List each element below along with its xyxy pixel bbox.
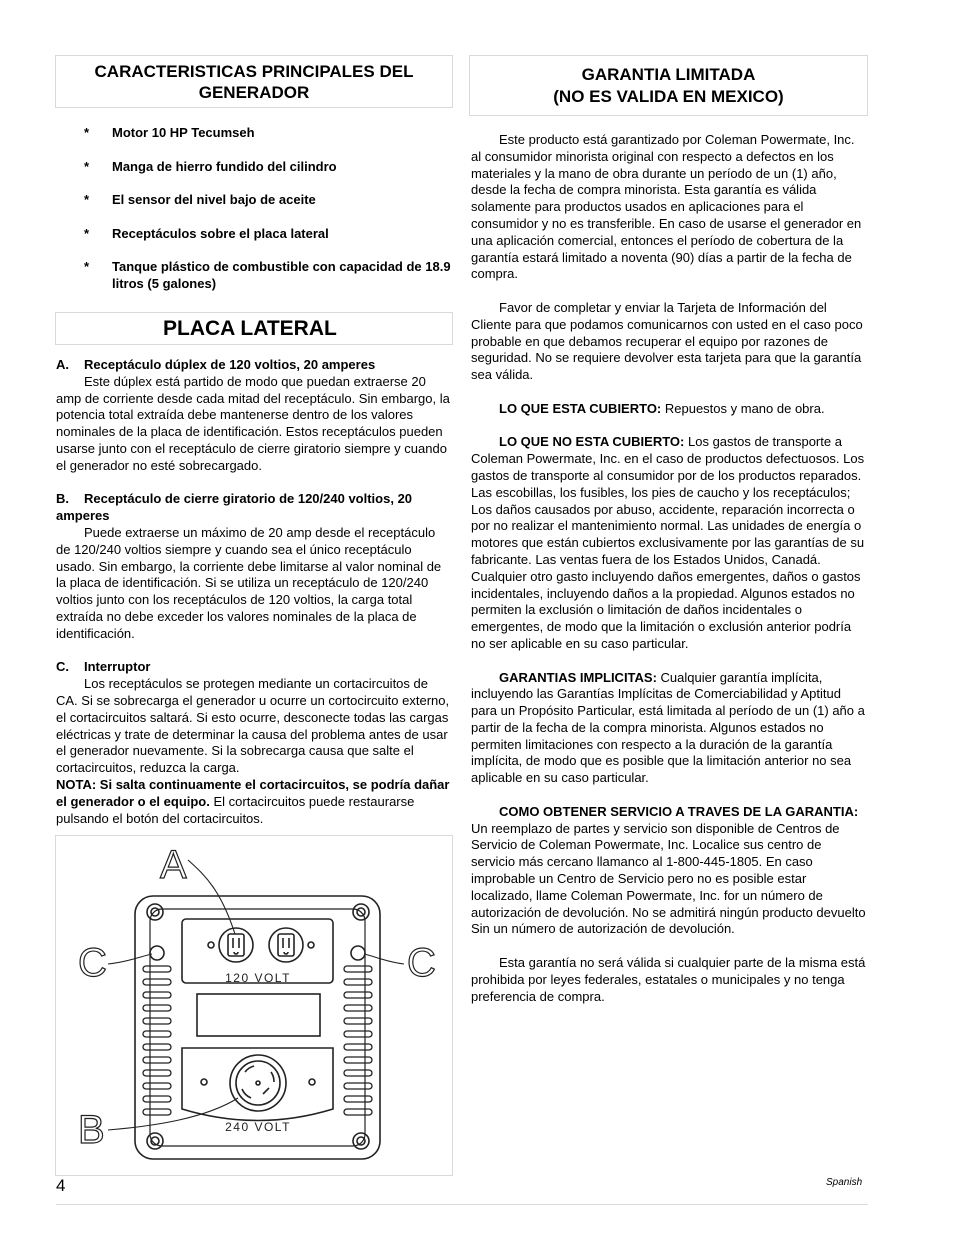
callout-a: A — [160, 843, 187, 887]
plate-screw-icon — [208, 942, 214, 948]
warranty-paragraph: Esta garantía no será válida si cualquier parte de la misma está prohibida por leyes federales, estatales o municipales y no tenga preferencia de compra. — [471, 955, 866, 1004]
vent-slots-left — [143, 966, 171, 1115]
vent-slot — [143, 1083, 171, 1089]
vent-slot — [143, 992, 171, 998]
vent-slot — [344, 979, 372, 985]
panel-drawing — [56, 836, 454, 1177]
corner-screw-icon — [147, 1133, 163, 1149]
callout-c-left: C — [78, 941, 107, 985]
placa-lateral-text — [56, 357, 453, 827]
plate-screw-icon — [309, 1079, 315, 1085]
vent-slot — [344, 1070, 372, 1076]
features-list — [84, 124, 454, 309]
section-a-body: Este dúplex está partido de modo que puedan extraerse 20 amp de corriente desde cada mitad del receptáculo. Sin embargo, la potencia total extraída debe mantenerse dentro de los valores nominales de la placa de identificación. Estos receptáculos pueden usarse junto con el receptáculo de cierre giratorio siempre y cuando el generador no esté sobrecargado. — [56, 373, 450, 473]
vent-slot — [143, 979, 171, 985]
service-paragraph: COMO OBTENER SERVICIO A TRAVES DE LA GARANTIA: Un reemplazo de partes y servicio son disponible de Centros de Servicio de Coleman Powermate, Inc. Localice sus centro de servicio más cercano llamanco al 1-800-445-1805. En caso improbable un Centro de Servicio pero no es posible estar localizado, llame Coleman Powermate, Inc. for un número de autorización de devolución. No se admitirá ningún producto devuelto Sin un número de autorización de devolución. — [471, 803, 866, 937]
vent-slot — [143, 966, 171, 972]
breaker-button-left-icon — [150, 946, 164, 960]
vent-slot — [344, 1057, 372, 1063]
vent-slot — [344, 1109, 372, 1115]
vent-slot — [344, 1096, 372, 1102]
page-number: 4 — [56, 1176, 66, 1195]
vent-slots-right — [344, 966, 372, 1115]
callout-b: B — [78, 1108, 105, 1152]
section-b-title: B. Receptáculo de cierre giratorio de 120/240 voltios, 20 amperes — [56, 491, 413, 524]
vent-slot — [143, 1044, 171, 1050]
list-item: * Tanque plástico de combustible con capacidad de 18.9 litros (5 galones) — [84, 259, 451, 291]
covered-paragraph: LO QUE ESTA CUBIERTO: Repuestos y mano de obra. — [499, 400, 825, 416]
section-b-body: Puede extraerse un máximo de 20 amp desde el receptáculo de 120/240 voltios siempre y cuando sea el único receptáculo usado. Sin embargo, la corriente debe limitarse al valor nominal de la placa de identificación. Si se utiliza un receptáculo de 120/240 voltios junto con los receptáculos de 120 voltios, la carga total extraída no debe exceder los valores nominales de la placa de identificación. — [56, 524, 442, 641]
features-header: CARACTERISTICAS PRINCIPALES DEL GENERADOR — [55, 55, 453, 108]
breaker-button-right-icon — [351, 946, 365, 960]
vent-slot — [344, 966, 372, 972]
label-120-volt: 120 VOLT — [225, 971, 291, 985]
section-c-note: NOTA: Si salta continuamente el cortacircuitos, se podría dañar el generador o el equipo. — [56, 776, 450, 809]
footer-divider — [56, 1204, 868, 1205]
warranty-paragraph: Favor de completar y enviar la Tarjeta de Información del Cliente para que podamos comunicarnos con usted en el caso poco probable en que debamos recuperar el equipo por razones de seguridad. No se requiere devolver esta tarjeta para que la garantía sea válida. — [471, 299, 863, 383]
vent-slot — [143, 1057, 171, 1063]
vent-slot — [143, 1031, 171, 1037]
vent-slot — [143, 1070, 171, 1076]
warranty-text — [471, 132, 867, 1005]
leader-line-b — [108, 1098, 238, 1130]
vent-slot — [143, 1005, 171, 1011]
plate-screw-icon — [308, 942, 314, 948]
section-a-title: A. Receptáculo dúplex de 120 voltios, 20 amperes — [56, 357, 376, 372]
corner-screw-icon — [353, 1133, 369, 1149]
list-item: * Motor 10 HP Tecumseh — [84, 125, 255, 140]
list-item: * Receptáculos sobre el placa lateral — [84, 225, 329, 241]
vent-slot — [143, 1096, 171, 1102]
leader-line-c-left — [108, 954, 152, 964]
section-c-body: Los receptáculos se protegen mediante un cortacircuitos de CA. Si se sobrecarga el generador u ocurre un cortocircuito externo, el cortacircuitos saltará. Si esto ocurre, desconecte todas las cargas eléctricas y trate de determinar la causa del problema antes de usar el generador nuevamente. Si la sobrecarga causa que salte el cortacircuitos, reduzca la carga. NOTA: Si salta continuamente el cortacircuitos, se podría dañar el generador o el equipo. El cortacircuitos puede restaurarse pulsando el botón del cortacircuitos. — [56, 676, 450, 826]
leader-line-c-right — [364, 954, 404, 964]
vent-slot — [143, 1109, 171, 1115]
section-c-title: C. Interruptor — [56, 659, 151, 675]
side-panel-diagram — [55, 835, 453, 1176]
placa-lateral-header: PLACA LATERAL — [55, 312, 453, 345]
implied-warranty-paragraph: GARANTIAS IMPLICITAS: Cualquier garantía implícita, incluyendo las Garantías Implícitas de Comerciabilidad y Aptitud para un Propósito Particular, está limitada al período de un (1) año a partir de la fecha de la compra minorista. Algunos estados no permiten limitaciones con respecto a la duración de la garantía implícita, de modo que es posible que la limitación anterior no sea aplicable en su caso particular. — [471, 669, 865, 786]
vent-slot — [344, 1031, 372, 1037]
leader-line-a — [188, 860, 235, 934]
outlet-left-icon — [219, 928, 253, 962]
vent-slot — [344, 1018, 372, 1024]
twist-lock-outlet-icon — [230, 1055, 286, 1111]
plate-screw-icon — [201, 1079, 207, 1085]
vent-slot — [143, 1018, 171, 1024]
vent-slot — [344, 992, 372, 998]
vent-slot — [344, 1083, 372, 1089]
label-240-volt: 240 VOLT — [225, 1120, 291, 1134]
language-label: Spanish — [826, 1177, 863, 1188]
not-covered-paragraph: LO QUE NO ESTA CUBIERTO: Los gastos de transporte a Coleman Powermate, Inc. en el caso de productos defectuosos. Los gastos de transporte al consumidor por de los productos reparados. Las escobillas, los fusibles, los pies de caucho y los receptáculos; Los daños causados por abuso, accidente, reparación incorrecta o por no realizar el mantenimiento normal. Las unidades de energía o motores que están cubiertos exclusivamente por las garantías de su fabricante. Las ventas fuera de los Estados Unidos, Canadá. Cualquier otro gasto incluyendo daños emergentes, daños o gastos incidentales, incluyendo daños a la propiedad. Algunos estados no permiten la exclusión o limitación de daños incidentales o emergentes, de modo que la limitación o exclusión anterior podría no ser aplicable en su caso particular. — [471, 434, 865, 651]
list-item: * El sensor del nivel bajo de aceite — [84, 192, 316, 207]
corner-screw-icon — [147, 904, 163, 920]
callout-c-right: C — [407, 941, 436, 985]
warranty-paragraph: Este producto está garantizado por Coleman Powermate, Inc. al consumidor minorista original con respecto a defectos en los materiales y la mano de obra durante un período de un (1) año, desde la fecha de compra minorista. Esta garantía es válida solamente para productos usados en aplicaciones para el consumidor y no es transferible. En caso de usarse el generador en una aplicación comercial, entonces el período de cobertura de la garantía estará limitado a noventa (90) días a partir de la fecha de compra. — [471, 132, 862, 282]
nameplate-area — [197, 994, 320, 1036]
warranty-header: GARANTIA LIMITADA (NO ES VALIDA EN MEXICO) — [469, 55, 868, 116]
outlet-right-icon — [269, 928, 303, 962]
vent-slot — [344, 1005, 372, 1011]
vent-slot — [344, 1044, 372, 1050]
list-item: * Manga de hierro fundido del cilindro — [84, 158, 337, 174]
